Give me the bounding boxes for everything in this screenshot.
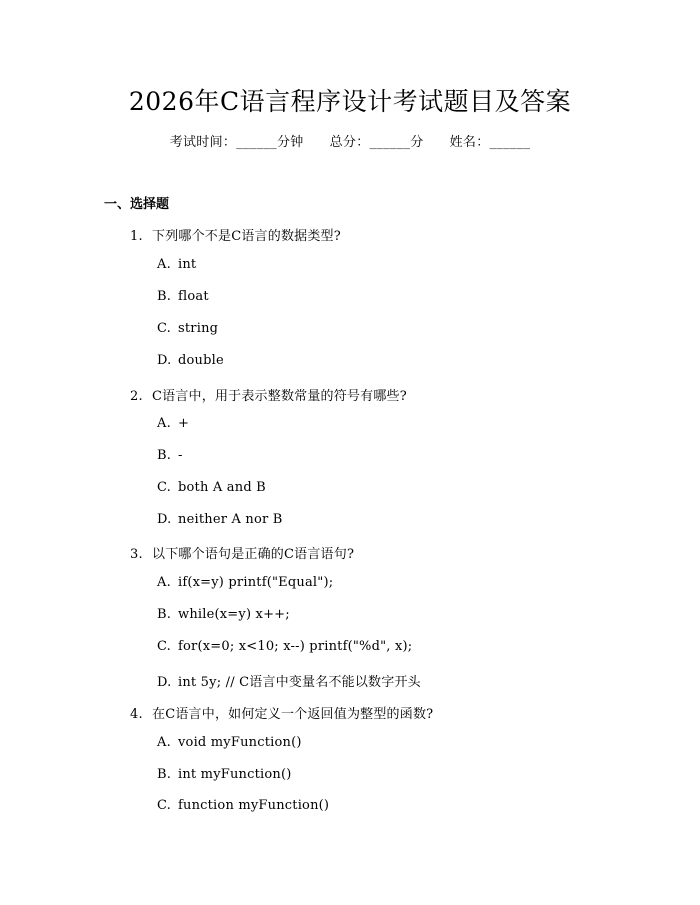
question-number: 3. [130,547,143,562]
question [130,385,407,404]
option-text: int [178,257,197,272]
option-text: while(x=y) x++; [178,607,290,622]
option-text: both A and B [178,480,266,495]
option-text: + [178,416,190,431]
option-text: float [178,289,209,304]
option-letter: D. [157,353,172,368]
option [157,607,290,622]
option-text: function myFunction() [178,798,330,813]
option-letter: B. [157,289,172,304]
option [157,575,333,590]
exam-meta [0,131,700,150]
option [157,639,412,654]
option [157,671,421,690]
option-letter: C. [157,798,172,813]
option-letter: C. [157,480,172,495]
option-letter: D. [157,675,172,690]
student-name-label: 姓名：______ [449,135,531,150]
option-letter: C. [157,639,172,654]
exam-time-label: 考试时间：______分钟 [169,135,304,150]
question-text: 下列哪个不是C语言的数据类型? [152,229,341,244]
option-text: if(x=y) printf("Equal"); [178,575,334,590]
option-text: for(x=0; x<10; x--) printf("%d", x); [178,639,413,654]
question [130,703,433,722]
option-letter: B. [157,607,172,622]
section-heading: 一、选择题 [104,197,170,212]
question-text: 在C语言中，如何定义一个返回值为整型的函数? [152,707,434,722]
option [157,416,189,431]
option [157,512,282,527]
option [157,798,329,813]
option-letter: A. [157,735,171,750]
option [157,735,302,750]
question-number: 2. [130,389,143,404]
option-letter: D. [157,512,172,527]
option-letter: B. [157,767,172,782]
option-text: int myFunction() [178,767,292,782]
question-text: 以下哪个语句是正确的C语言语句? [152,547,355,562]
question [130,225,341,244]
question [130,543,354,562]
option [157,353,224,368]
option-letter: A. [157,575,171,590]
option-text: neither A nor B [178,512,283,527]
option-letter: A. [157,257,171,272]
option [157,289,209,304]
option-letter: C. [157,321,172,336]
option-letter: B. [157,448,172,463]
option-text: void myFunction() [178,735,302,750]
option-text: - [178,448,183,463]
option [157,321,218,336]
option [157,767,292,782]
option [157,480,266,495]
question-number: 1. [130,229,143,244]
total-score-label: 总分：______分 [329,135,424,150]
option-text: string [178,321,219,336]
option-letter: A. [157,416,171,431]
option-text: int 5y; // C语言中变量名不能以数字开头 [178,675,421,690]
option [157,257,196,272]
option-text: double [178,353,224,368]
option [157,448,183,463]
question-text: C语言中，用于表示整数常量的符号有哪些? [152,389,407,404]
page-title: 2026年C语言程序设计考试题目及答案 [128,87,572,116]
question-number: 4. [130,707,143,722]
